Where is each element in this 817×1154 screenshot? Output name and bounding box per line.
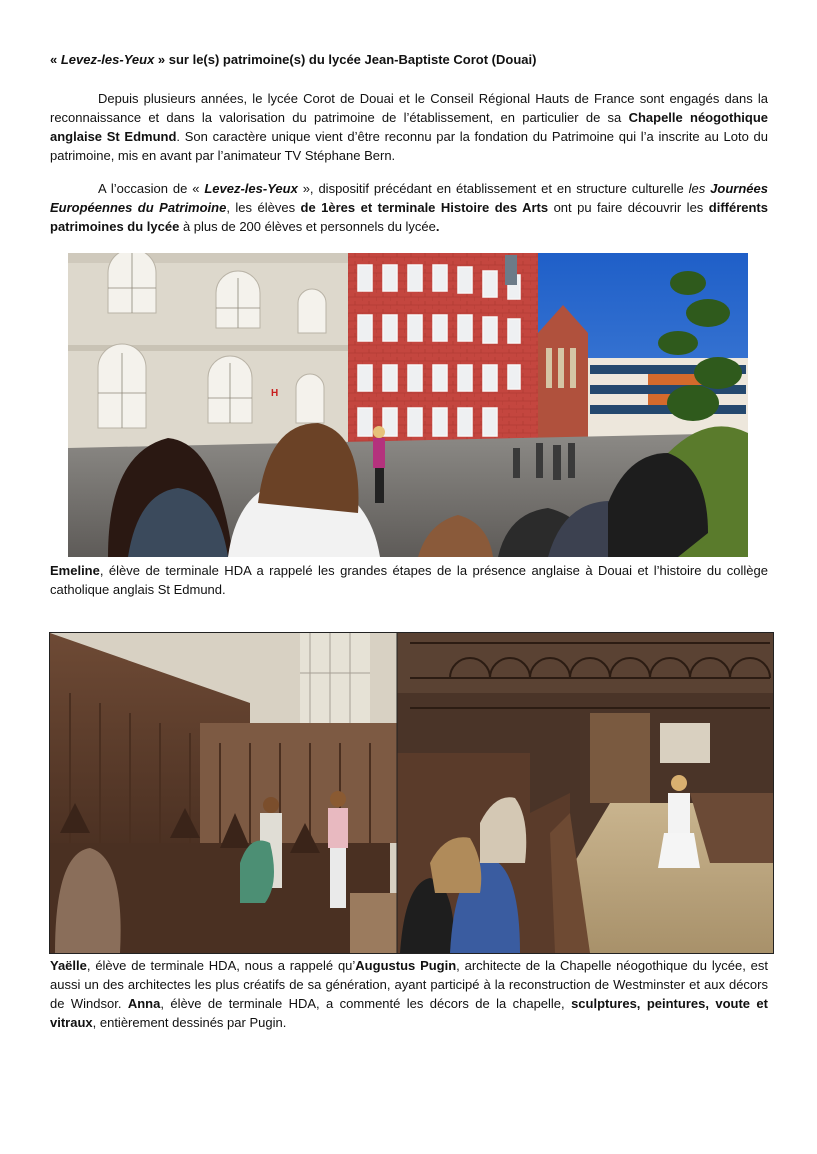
jep-name: Journées Européennes du Patrimoine (50, 181, 768, 215)
building-sign: H (271, 388, 279, 399)
chapel-photo (49, 632, 774, 954)
students-group: de 1ères et terminale Histoire des Arts (300, 200, 549, 215)
courtyard-photo (68, 253, 748, 557)
decor-list: sculptures, peintures, voute et vitraux (50, 996, 768, 1030)
heritage-phrase: différents patrimoines du lycée (50, 200, 768, 234)
event-name: Levez-les-Yeux (204, 181, 298, 196)
caption-2: Yaëlle, élève de terminale HDA, nous a rappelé qu’Augustus Pugin, architecte de la Chapelle néogothique du lycée, est aussi un des architectes les plus créatifs de sa génération, ayant participé à la reconstruction de Westminster et aux décors de Windsor. Anna, élève de terminale HDA, a commenté les décors de la chapelle, sculptures, peintures, voute et vitraux, entièrement dessinés par Pugin. (50, 958, 768, 1030)
student-name-anna: Anna (127, 996, 161, 1011)
architect-name: Augustus Pugin (355, 958, 457, 973)
student-name-yaelle: Yaëlle (50, 958, 87, 973)
intro-paragraph: Depuis plusieurs années, le lycée Corot de Douai et le Conseil Régional Hauts de France sont engagés dans la reconnaissance et dans la valorisation du patrimoine de l’établissement, en particulier de sa Chapelle néogothique anglaise St Edmund. Son caractère unique vient d’être reconnu par la fondation du Patrimoine qui l’a inscrite au Loto du patrimoine, mis en avant par l’animateur TV Stéphane Bern. (50, 91, 768, 163)
title-quote: « (50, 52, 61, 67)
title-rest: » sur le(s) patrimoine(s) du lycée Jean-Baptiste Corot (Douai) (154, 52, 537, 67)
chapel-name: Chapelle néogothique anglaise St Edmund (50, 110, 768, 144)
document-title (50, 51, 770, 69)
event-paragraph: A l’occasion de « Levez-les-Yeux », dispositif précédant en établissement et en structure culturelle les Journées Européennes du Patrimoine, les élèves de 1ères et terminale Histoire des Arts ont pu faire découvrir les différents patrimoines du lycée à plus de 200 élèves et personnels du lycée. (50, 181, 768, 234)
student-name-emeline: Emeline (50, 563, 100, 578)
title-event-name: Levez-les-Yeux (60, 52, 155, 67)
caption-1: Emeline, élève de terminale HDA a rappelé les grandes étapes de la présence anglaise à Douai et l’histoire du collège catholique anglais St Edmund. (50, 563, 768, 597)
